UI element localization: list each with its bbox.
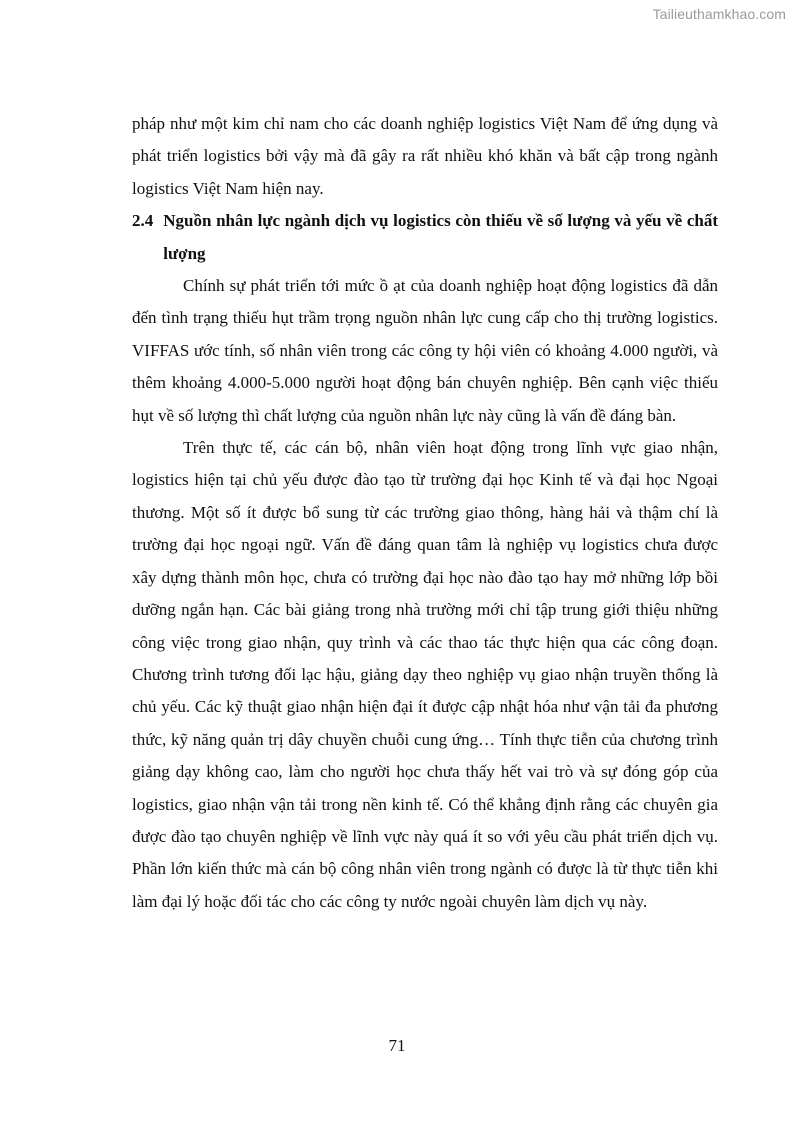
document-body [132,108,718,918]
section-number: 2.4 [132,211,154,231]
page-number: 71 [388,1036,406,1055]
paragraph: Trên thực tế, các cán bộ, nhân viên hoạt động trong lĩnh vực giao nhận, logistics hiện tại chủ yếu được đào tạo từ trường đại học Kinh tế và đại học Ngoại thương. Một số ít được bổ sung từ các trường giao thông, hàng hải và thậm chí là trường đại học ngoại ngữ. Vấn đề đáng quan tâm là nghiệp vụ logistics chưa được xây dựng thành môn học, chưa có trường đại học nào đào tạo hay mở những lớp bồi dưỡng ngắn hạn. Các bài giảng trong nhà trường mới chỉ tập trung giới thiệu những công việc trong giao nhận, quy trình và các thao tác thực hiện qua các công đoạn. Chương trình tương đối lạc hậu, giảng dạy theo nghiệp vụ giao nhận truyền thống là chủ yếu. Các kỹ thuật giao nhận hiện đại ít được cập nhật hóa như vận tải đa phương thức, kỹ năng quản trị dây chuyền chuỗi cung ứng… Tính thực tiễn của chương trình giảng dạy không cao, làm cho người học chưa thấy hết vai trò và sự đóng góp của logistics, giao nhận vận tải trong nền kinh tế. Có thể khẳng định rằng các chuyên gia được đào tạo chuyên nghiệp về lĩnh vực này quá ít so với yêu cầu phát triển dịch vụ. Phần lớn kiến thức mà cán bộ công nhân viên trong ngành có được là từ thực tiễn khi làm đại lý hoặc đối tác cho các công ty nước ngoài chuyên làm dịch vụ này. [132,438,718,911]
section-heading [132,205,718,270]
section-title: Nguồn nhân lực ngành dịch vụ logistics còn thiếu về số lượng và yếu về chất lượng [163,211,718,263]
watermark-text: Tailieuthamkhao.com [652,6,786,22]
paragraph-continuation: pháp như một kim chỉ nam cho các doanh nghiệp logistics Việt Nam để ứng dụng và phát triển logistics bởi vậy mà đã gây ra rất nhiều khó khăn và bất cập trong ngành logistics Việt Nam hiện nay. [132,114,718,198]
paragraph: Chính sự phát triển tới mức ồ ạt của doanh nghiệp hoạt động logistics đã dẫn đến tình trạng thiếu hụt trầm trọng nguồn nhân lực cung cấp cho thị trường logistics. VIFFAS ước tính, số nhân viên trong các công ty hội viên có khoảng 4.000 người, và thêm khoảng 4.000-5.000 người hoạt động bán chuyên nghiệp. Bên cạnh việc thiếu hụt về số lượng thì chất lượng của nguồn nhân lực này cũng là vấn đề đáng bàn. [132,276,718,425]
